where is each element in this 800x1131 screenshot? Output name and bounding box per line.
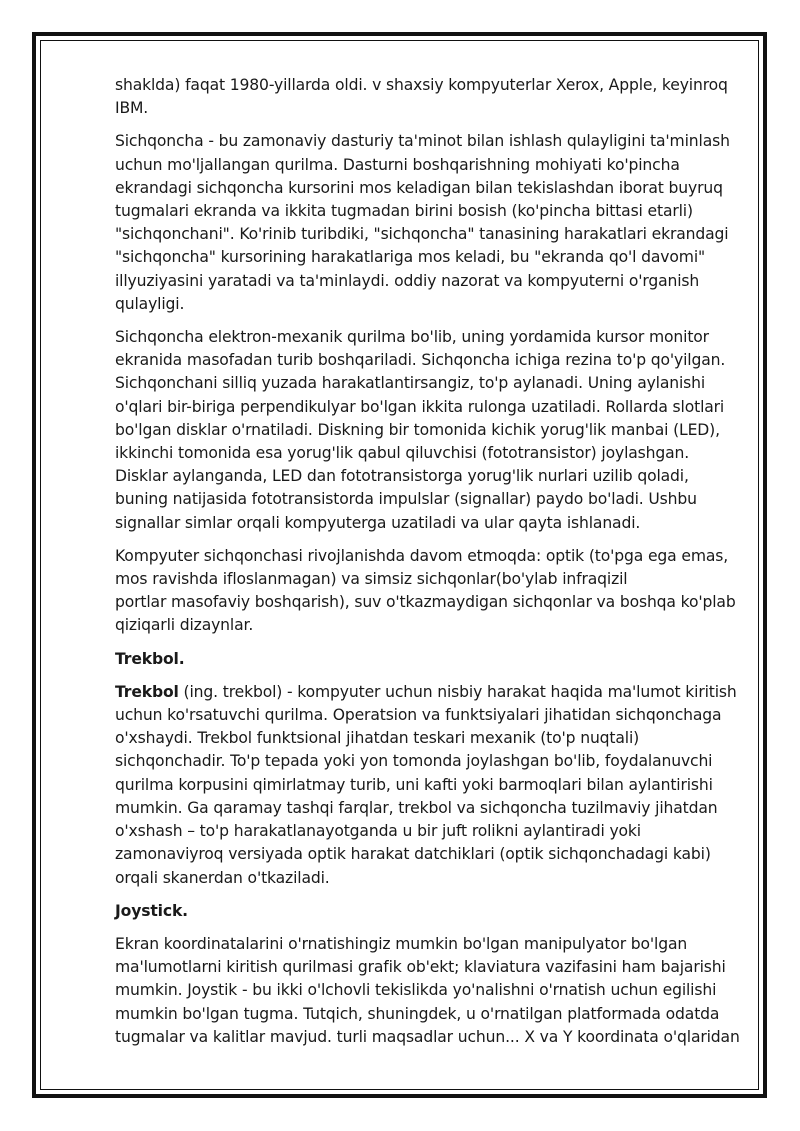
heading-trekbol: Trekbol. [115,649,185,668]
paragraph-joystick: Ekran koordinatalarini o'rnatishingiz mumkin bo'lgan manipulyator bo'lgan ma'lumotlarni kiritish qurilmasi grafik ob'ekt; klaviatura vazifasini ham bajarishi mumkin. Joystik - bu ikki o'lchovli tekislikda yo'nalishni o'rnatish uchun egilishi mumkin bo'lgan tugma. Tutqich, shuningdek, u o'rnatilgan platformada odatda tugmalar va kalitlar mavjud. turli maqsadlar uchun... X va Y koordinata o'qlaridan [115,934,740,1046]
paragraph-intro-continuation: shaklda) faqat 1980-yillarda oldi. v shaxsiy kompyuterlar Xerox, Apple, keyinroq IBM. [115,76,728,118]
paragraph-mouse-development-line1: Kompyuter sichqonchasi rivojlanishda davom etmoqda: optik (to'pga ega emas, mos ravishda ifloslanmagan) va simsiz sichqonlar(bo'ylab infraqizil [115,546,729,589]
term-trekbol: Trekbol [115,682,179,701]
paragraph-trekbol-text: (ing. trekbol) - kompyuter uchun nisbiy harakat haqida ma'lumot kiritish uchun ko'rsatuvchi qurilma. Operatsion va funktsiyalari jihatidan sichqonchaga o'xshaydi. Trekbol funktsional jihatdan teskari mexanik (to'p nuqtali) sichqonchadir. To'p tepada yoki yon tomonda joylashgan bo'lib, foydalanuvchi qurilma korpusini qimirlatmay turib, uni kafti yoki barmoqlari bilan aylantirishi mumkin. Ga qaramay tashqi farqlar, trekbol va sichqoncha tuzilmaviy jihatdan o'xshash – to'p harakatlanayotganda u bir juft rolikni aylantiradi yoki zamonaviyroq versiyada optik harakat datchiklari (optik sichqonchadagi kabi) orqali skanerdan o'tkaziladi. [115,682,737,887]
paragraph-mouse-mechanism: Sichqoncha elektron-mexanik qurilma bo'lib, uning yordamida kursor monitor ekranida masofadan turib boshqariladi. Sichqoncha ichiga rezina to'p qo'yilgan. Sichqonchani silliq yuzada harakatlantirsangiz, to'p aylanadi. Uning aylanishi o'qlari bir-biriga perpendikulyar bo'lgan ikkita rulonga uzatiladi. Rollarda slotlari bo'lgan disklar o'rnatiladi. Diskning bir tomonida kichik yorug'lik manbai (LED), ikkinchi tomonida esa yorug'lik qabul qiluvchisi (fototransistor) joylashgan. Disklar aylanganda, LED dan fototransistorga yorug'lik nurlari uzilib qoladi, buning natijasida fototransistorda impulslar (signallar) paydo bo'ladi. Ushbu signallar simlar orqali kompyuterga uzatiladi va ular qayta ishlanadi. [115,328,726,532]
paragraph-trekbol [115,681,743,890]
paragraph-mouse-definition: Sichqoncha - bu zamonaviy dasturiy ta'minot bilan ishlash qulayligini ta'minlash uchun mo'ljallangan qurilma. Dasturni boshqarishning mohiyati ko'pincha ekrandagi sichqoncha kursorini mos keladigan bilan tekislashdan iborat buyruq tugmalari ekranda va ikkita tugmadan birini bosish (ko'pincha bittasi etarli) "sichqonchani". Ko'rinib turibdiki, "sichqoncha" tanasining harakatlari ekrandagi "sichqoncha" kursorining harakatlariga mos keladi, bu "ekranda qo'l davomi" illyuziyasini yaratadi va ta'minlaydi. oddiy nazorat va kompyuterni o'rganish qulayligi. [115,132,730,313]
document-body [115,74,743,1059]
paragraph-mouse-development [115,545,743,638]
heading-joystick: Joystick. [115,901,188,920]
paragraph-mouse-development-line2: portlar masofaviy boshqarish), suv o'tkazmaydigan sichqonlar va boshqa ko'plab qiziqarli dizaynlar. [115,593,736,635]
